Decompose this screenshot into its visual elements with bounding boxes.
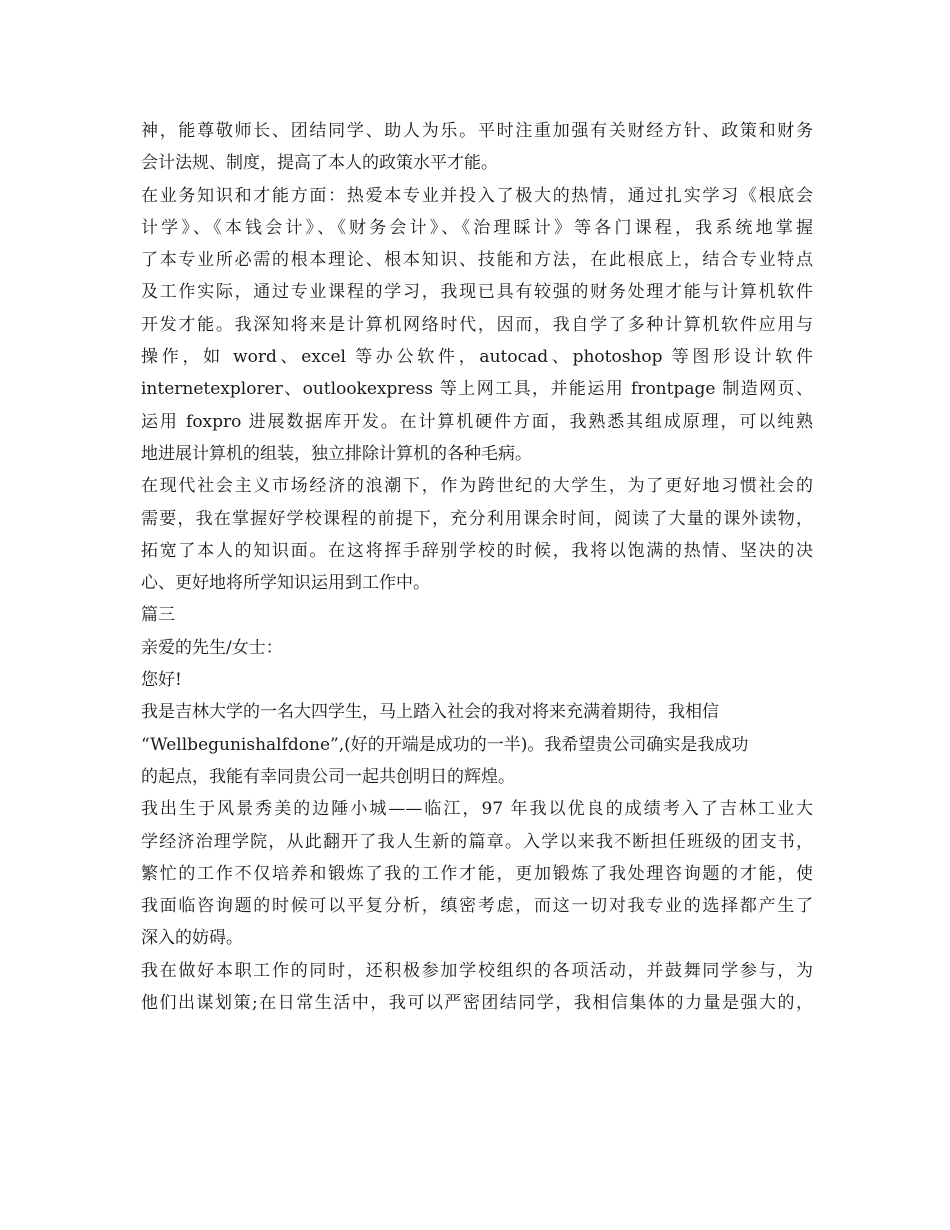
text-line: 亲爱的先生/女士：: [141, 637, 283, 658]
text-line: 神，能尊敬师长、团结同学、助人为乐。平时注重加强有关财经方针、政策和财务: [141, 121, 813, 141]
text-line: 会计法规、制度，提高了本人的政策水平才能。: [141, 153, 498, 174]
text-line: 开发才能。我深知将来是计算机网络时代，因而，我自学了多种计算机软件应用与: [141, 314, 813, 335]
text-line: 需要，我在掌握好学校课程的前提下，充分利用课余时间，阅读了大量的课外读物，: [141, 508, 813, 529]
text-line: 篇三: [141, 605, 175, 626]
text-line: 地进展计算机的组装，独立排除计算机的各种毛病。: [141, 443, 532, 464]
text-line: 计学》、《本钱会计》、《财务会计》、《治理睬计》等各门课程，我系统地掌握: [141, 217, 813, 238]
text-line: 我在做好本职工作的同时，还积极参加学校组织的各项活动，并鼓舞同学参与，为: [141, 960, 813, 981]
text-line: 的起点，我能有幸同贵公司一起共创明日的辉煌。: [141, 766, 515, 787]
text-line: 操作，如 word、excel 等办公软件，autocad、photoshop 等图形设计软件: [141, 347, 813, 368]
text-line: 学经济治理学院，从此翻开了我人生新的篇章。入学以来我不断担任班级的团支书，: [141, 831, 813, 852]
text-line: 我出生于风景秀美的边陲小城——临江，97 年我以优良的成绩考入了吉林工业大: [141, 799, 813, 820]
document-body: [141, 115, 813, 1019]
text-line: 您好!: [141, 670, 182, 691]
text-line: 在现代社会主义市场经济的浪潮下，作为跨世纪的大学生，为了更好地习惯社会的: [141, 476, 813, 497]
text-line: 我是吉林大学的一名大四学生，马上踏入社会的我对将来充满着期待，我相信: [141, 702, 719, 723]
text-line: 我面临咨询题的时候可以平复分析，缜密考虑，而这一切对我专业的选择都产生了: [141, 896, 813, 917]
text-line: 他们出谋划策;在日常生活中，我可以严密团结同学，我相信集体的力量是强大的，: [141, 993, 813, 1014]
text-line: 运用 foxpro 进展数据库开发。在计算机硬件方面，我熟悉其组成原理，可以纯熟: [141, 411, 813, 432]
text-line: internetexplorer、outlookexpress 等上网工具，并能运用 frontpage 制造网页、: [141, 379, 813, 400]
text-line: 心、更好地将所学知识运用到工作中。: [141, 573, 430, 594]
text-line: 了本专业所必需的根本理论、根本知识、技能和方法，在此根底上，结合专业特点: [141, 250, 813, 271]
text-line: 在业务知识和才能方面：热爱本专业并投入了极大的热情，通过扎实学习《根底会: [141, 185, 813, 206]
text-line: “Wellbegunishalfdone”,(好的开端是成功的一半)。我希望贵公司确实是我成功: [141, 734, 749, 755]
text-line: 及工作实际，通过专业课程的学习，我现已具有较强的财务处理才能与计算机软件: [141, 282, 813, 303]
text-line: 深入的妨碍。: [141, 928, 243, 949]
text-line: 拓宽了本人的知识面。在这将挥手辞别学校的时候，我将以饱满的热情、坚决的决: [141, 540, 813, 561]
text-line: 繁忙的工作不仅培养和锻炼了我的工作才能，更加锻炼了我处理咨询题的才能，使: [141, 863, 813, 884]
